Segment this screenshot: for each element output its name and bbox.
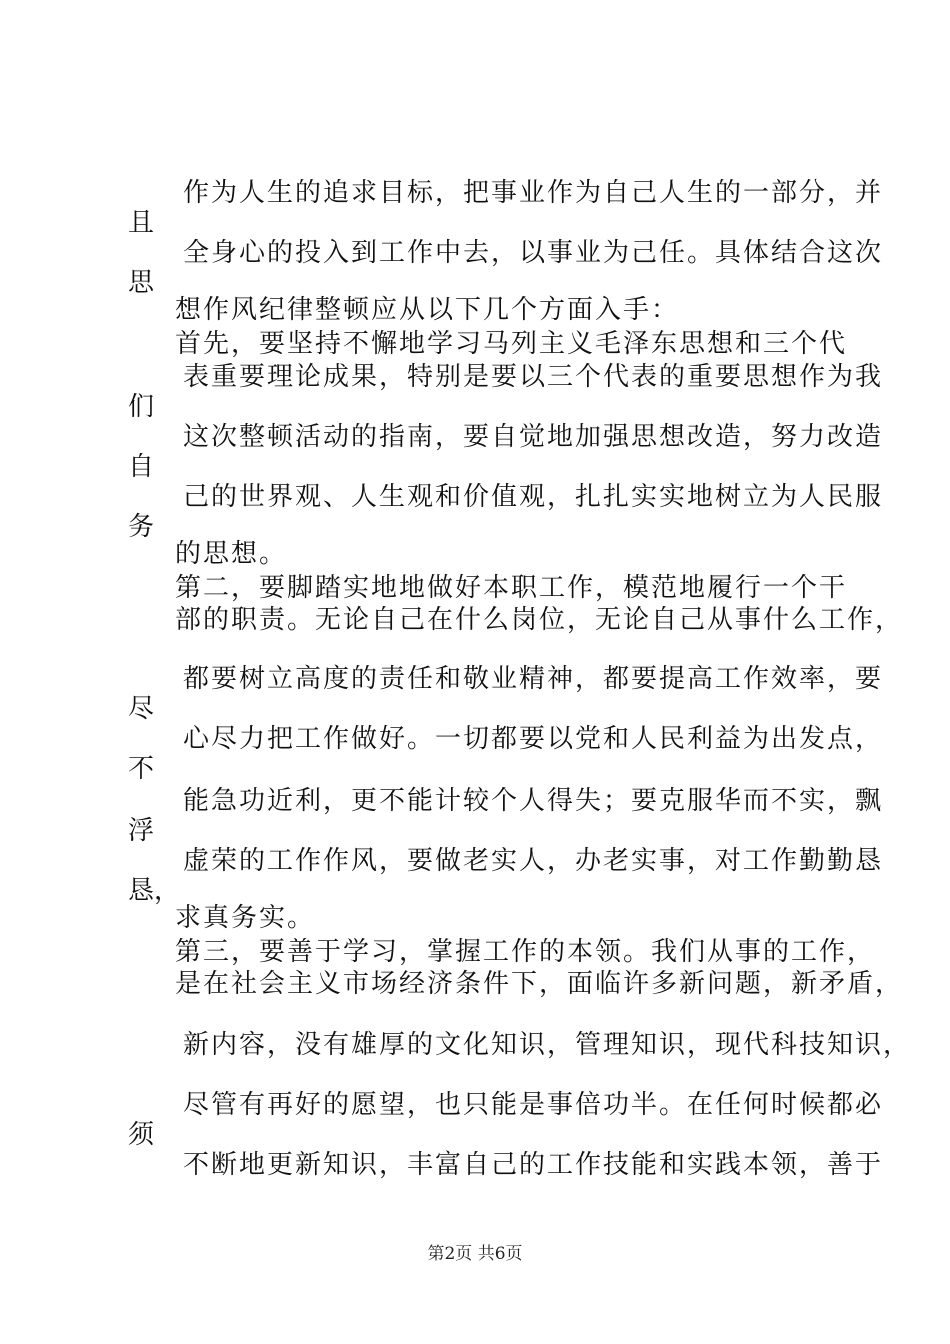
text-line: 这次整顿活动的指南，要自觉地加强思想改造，努力改造: [183, 422, 884, 452]
text-line: 的思想。: [175, 539, 288, 569]
text-line: 新内容，没有雄厚的文化知识，管理知识，现代科技知识，: [183, 1030, 912, 1060]
text-line: 尽管有再好的愿望，也只能是事倍功半。在任何时候都必: [183, 1090, 884, 1120]
text-line: 虚荣的工作作风，要做老实人，办老实事，对工作勤勤恳: [183, 846, 884, 876]
text-line: 己的世界观、人生观和价值观，扎扎实实地树立为人民服: [183, 482, 884, 512]
text-line: 想作风纪律整顿应从以下几个方面入手：: [175, 295, 680, 325]
text-line: 作为人生的追求目标，把事业作为自己人生的一部分，并: [183, 178, 884, 208]
wrapped-char: 且: [128, 208, 155, 238]
text-line: 第二，要脚踏实地地做好本职工作，模范地履行一个干: [175, 573, 848, 603]
wrapped-char: 们: [128, 392, 155, 422]
text-line: 首先，要坚持不懈地学习马列主义毛泽东思想和三个代: [175, 329, 848, 359]
text-line: 心尽力把工作做好。一切都要以党和人民利益为出发点，: [183, 724, 884, 754]
wrapped-char: 恳，: [128, 876, 181, 906]
page-number-footer: 第2页 共6页: [427, 1244, 523, 1264]
text-line: 不断地更新知识，丰富自己的工作技能和实践本领，善于: [183, 1150, 884, 1180]
text-line: 是在社会主义市场经济条件下，面临许多新问题，新矛盾，: [175, 969, 904, 999]
wrapped-char: 尽: [128, 694, 155, 724]
text-line: 能急功近利，更不能计较个人得失；要克服华而不实，飘: [183, 786, 884, 816]
wrapped-char: 思: [128, 268, 155, 298]
text-line: 部的职责。无论自己在什么岗位，无论自己从事什么工作，: [175, 605, 904, 635]
wrapped-char: 须: [128, 1120, 155, 1150]
text-line: 求真务实。: [175, 903, 316, 933]
wrapped-char: 浮: [128, 816, 155, 846]
wrapped-char: 务: [128, 512, 155, 542]
wrapped-char: 不: [128, 754, 155, 784]
text-line: 表重要理论成果，特别是要以三个代表的重要思想作为我: [183, 362, 884, 392]
text-line: 都要树立高度的责任和敬业精神，都要提高工作效率，要: [183, 664, 884, 694]
wrapped-char: 自: [128, 452, 155, 482]
text-line: 全身心的投入到工作中去，以事业为己任。具体结合这次: [183, 238, 884, 268]
text-line: 第三，要善于学习，掌握工作的本领。我们从事的工作，: [175, 937, 876, 967]
